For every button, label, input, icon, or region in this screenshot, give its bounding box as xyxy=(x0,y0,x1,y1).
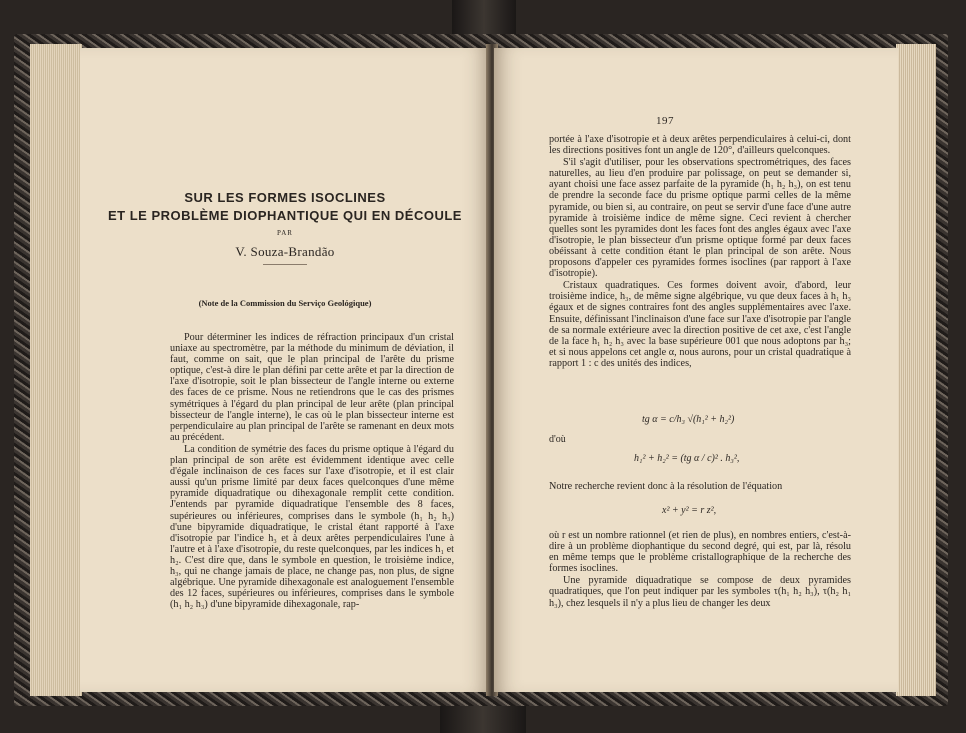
right-body-text-top xyxy=(549,134,851,369)
paragraph: Cristaux quadratiques. Ces formes doivent avoir, d'abord, leur troisième indice, h₃, de même signe algébrique, vu que deux faces à h₁ h₃ égaux et de signes contraires font des angles supplémentaires avec l'axe. Ensuite, définissant l'inclinaison d'une face sur l'axe d'isotropie par l'angle de sa normale extérieure avec la direction positive de cet axe, c'est l'angle de la face h₁ h₂ h₃ avec la base supérieure 001 que nous adoptons par h₃; et si nous appelons cet angle α, nous aurons, pour un cristal quadratique à rapport 1 : c des unités des indices, xyxy=(549,280,851,369)
right-page-stack xyxy=(896,44,936,696)
paragraph: Pour déterminer les indices de réfraction principaux d'un cristal uniaxe au spectromètre, par la méthode du minimum de déviation, il faut, comme on sait, que le plan principal de l'arête du prisme optique, c'est-à dire le plan défini par cette arête et par la direction de l'axe d'isotropie, soit le plan bissecteur de l'angle interne ou externe des faces de ce prisme. Nous ne retiendrons que le cas des prismes symétriques à l'égard du plan principal de leur arête (plan principal bissecteur de l'angle interne), le cas où le plan bissecteur interne est perpendiculaire au plan principal de l'arête se ramenant en deux mots au précédent. xyxy=(170,332,454,443)
byline-par: PAR xyxy=(277,229,293,237)
left-body-text xyxy=(170,332,454,610)
right-page xyxy=(494,48,898,692)
article-note: (Note de la Commission du Serviço Geológique) xyxy=(198,298,372,308)
paragraph: Une pyramide diquadratique se compose de deux pyramides quadratiques, que l'on peut indiquer par les symboles τ(h₁ h₂ h₃), τ(h₂ h₁ h₃), chez lesquels il n'y a plus lieu de changer les deux xyxy=(549,575,851,609)
formula-sum-squares: h₁² + h₂² = (tg α / c)² . h₃², xyxy=(634,453,740,464)
paragraph: portée à l'axe d'isotropie et à deux arêtes perpendiculaires à celui-ci, dont les directions positives font un angle de 120°, d'ailleurs quelconques. xyxy=(549,134,851,157)
page-number: 197 xyxy=(656,115,674,127)
text-recherche: Notre recherche revient donc à la résolution de l'équation xyxy=(549,481,783,492)
text-d-ou: d'où xyxy=(549,434,566,445)
left-page xyxy=(80,48,490,692)
left-page-stack xyxy=(30,44,82,696)
paragraph: où r est un nombre rationnel (et rien de plus), en nombres entiers, c'est-à-dire à un problème diophantique du second degré, qui est, par là, résolu en même temps que le problème cristallographique de la recherche des formes isoclines. xyxy=(549,530,851,575)
author-name: V. Souza-Brandão xyxy=(235,244,335,259)
paragraph: La condition de symétrie des faces du prisme optique à l'égard du plan principal de son arête est évidemment identique avec celle d'égale inclinaison de ces faces sur l'axe d'isotropie, et il est clair aussi qu'un prisme limité par deux faces quelconques d'une même pyramide diquadratique ou dihexagonale remplit cette condition. J'entends par pyramide diquadratique l'ensemble des 8 faces, supérieures ou inférieures, comprises dans le symbole (h₁ h₂ h₃) d'une bipyramide diquadratique, le cristal étant rapporté à l'axe d'isotropie par l'indice h₃ et à deux arêtes perpendiculaires l'une à l'autre et à l'axe d'isotropie, du reste quelconques, par les indices h₁ et h₂. C'est dire que, dans le symbole en question, le troisième indice, h₃, qui ne change jamais de place, ne change pas, non plus, de signe algébrique. Une pyramide dihexagonale est analoguement l'ensemble des 12 faces, supérieures ou inférieures, comprises dans le symbole (h₁ h₂ h₃) d'une bipyramide dihexagonale, rap- xyxy=(170,443,454,611)
paragraph: S'il s'agit d'utiliser, pour les observations spectrométriques, des faces naturelles, au lieu d'en produire par polissage, on peut se demander si, ayant choisi une face assez parfaite de la pyramide (h₁ h₂ h₃), on est tenu de prendre la seconde face du prisme optique parmi celles de la même pyramide, ou bien si, au contraire, on peut se servir d'une face d'une autre pyramide à troisième indice de même signe. Ceci revient à chercher quelles sont les pyramides dont les faces font des angles égaux avec l'axe d'isotropie, le plan bissecteur d'un prisme optique formé par deux faces obéissant à cette condition étant le plan principal de son arête. Nous proposons d'appeler ces pyramides formes isoclines (par rapport à l'axe d'isotropie). xyxy=(549,157,851,280)
formula-diophantine: x² + y² = r z², xyxy=(662,505,717,516)
article-title-line2: ET LE PROBLÈME DIOPHANTIQUE QUI EN DÉCOULE xyxy=(108,208,462,223)
author-rule xyxy=(263,264,307,265)
formula-tangent: tg α = c/h₃ √(h₁² + h₂²) xyxy=(642,414,735,425)
right-body-text-bottom xyxy=(549,530,851,609)
article-title-line1: SUR LES FORMES ISOCLINES xyxy=(184,190,386,205)
